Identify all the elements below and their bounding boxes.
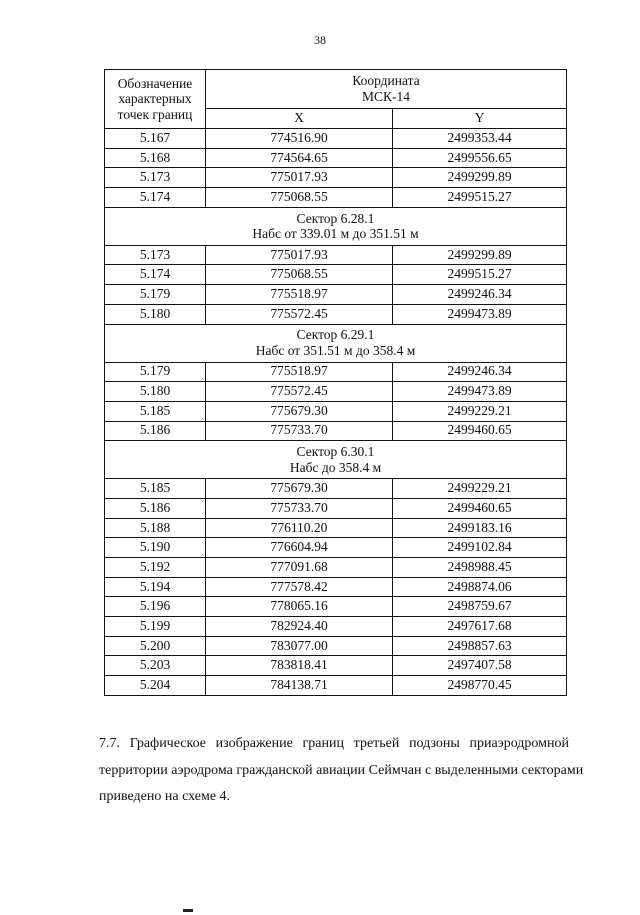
x-cell: 783818.41 [206,656,393,676]
table-row [105,285,567,305]
y-cell: 2498857.63 [393,636,567,656]
y-cell: 2497617.68 [393,617,567,637]
point-cell: 5.173 [105,245,206,265]
point-cell: 5.180 [105,304,206,324]
table-row [105,245,567,265]
y-cell: 2499229.21 [393,401,567,421]
point-cell: 5.192 [105,558,206,578]
header-coordinate-label: Координата [352,73,420,89]
y-cell: 2499102.84 [393,538,567,558]
table-row [105,188,567,208]
x-cell: 783077.00 [206,636,393,656]
paragraph-line: территории аэродрома гражданской авиации Сеймчан с выделенными секторами [99,762,584,778]
x-cell: 784138.71 [206,676,393,696]
table-row [105,498,567,518]
x-cell: 777091.68 [206,558,393,578]
body-paragraph [99,731,584,811]
point-cell: 5.194 [105,577,206,597]
point-cell: 5.185 [105,479,206,499]
sector-cell [105,324,567,362]
y-cell: 2499353.44 [393,129,567,149]
y-cell: 2499299.89 [393,168,567,188]
y-cell: 2499515.27 [393,265,567,285]
sector-subtitle: Набс до 358.4 м [289,459,382,475]
table-row [105,362,567,382]
scan-mark [183,909,193,912]
x-cell: 775572.45 [206,304,393,324]
x-cell: 776604.94 [206,538,393,558]
table-body [105,129,567,696]
page-number: 38 [314,33,326,47]
x-cell: 774564.65 [206,148,393,168]
table-row [105,538,567,558]
x-cell: 778065.16 [206,597,393,617]
point-cell: 5.204 [105,676,206,696]
x-cell: 775017.93 [206,168,393,188]
point-cell: 5.200 [105,636,206,656]
table-row [105,168,567,188]
table-row [105,597,567,617]
point-cell: 5.188 [105,518,206,538]
table-row [105,129,567,149]
point-cell: 5.179 [105,362,206,382]
point-cell: 5.203 [105,656,206,676]
sector-subtitle: Набс от 351.51 м до 358.4 м [255,343,416,358]
sector-title: Сектор 6.30.1 [296,444,375,460]
x-cell: 775017.93 [206,245,393,265]
x-cell: 775518.97 [206,362,393,382]
y-cell: 2499229.21 [393,479,567,499]
y-cell: 2499556.65 [393,148,567,168]
header-coordinate [206,70,567,109]
point-cell: 5.199 [105,617,206,637]
table-row [105,676,567,696]
point-cell: 5.174 [105,188,206,208]
table-row [105,304,567,324]
y-cell: 2497407.58 [393,656,567,676]
y-cell: 2499515.27 [393,188,567,208]
x-cell: 775679.30 [206,479,393,499]
table-row [105,148,567,168]
header-point-label: Обозначение характерных точек границ [105,70,206,129]
table-row [105,636,567,656]
table-row [105,421,567,441]
point-cell: 5.186 [105,498,206,518]
table-row [105,577,567,597]
y-cell: 2499246.34 [393,285,567,305]
sector-row [105,207,567,245]
x-cell: 777578.42 [206,577,393,597]
coordinates-table [104,69,567,696]
x-cell: 775068.55 [206,265,393,285]
x-cell: 775679.30 [206,401,393,421]
table-row [105,558,567,578]
table-row [105,265,567,285]
x-cell: 775518.97 [206,285,393,305]
header-y: Y [393,109,567,129]
y-cell: 2499460.65 [393,498,567,518]
sector-row [105,441,567,479]
x-cell: 774516.90 [206,129,393,149]
paragraph-line: приведено на схеме 4. [99,789,231,804]
y-cell: 2498770.45 [393,676,567,696]
table-header [105,70,567,129]
sector-title: Сектор 6.29.1 [296,327,375,343]
point-cell: 5.179 [105,285,206,305]
x-cell: 775572.45 [206,382,393,402]
sector-cell [105,441,567,479]
point-cell: 5.173 [105,168,206,188]
paragraph-line: 7.7. Графическое изображение границ третьей подзоны приаэродромной [99,736,569,751]
sector-title: Сектор 6.28.1 [296,210,375,226]
table-row [105,382,567,402]
x-cell: 775733.70 [206,421,393,441]
y-cell: 2498988.45 [393,558,567,578]
table-row [105,518,567,538]
y-cell: 2499183.16 [393,518,567,538]
y-cell: 2499460.65 [393,421,567,441]
point-cell: 5.185 [105,401,206,421]
sector-cell [105,207,567,245]
table-row [105,656,567,676]
header-x: X [206,109,393,129]
table-row [105,617,567,637]
x-cell: 776110.20 [206,518,393,538]
point-cell: 5.186 [105,421,206,441]
y-cell: 2498759.67 [393,597,567,617]
x-cell: 775733.70 [206,498,393,518]
sector-subtitle: Набс от 339.01 м до 351.51 м [252,226,419,242]
point-cell: 5.168 [105,148,206,168]
point-cell: 5.196 [105,597,206,617]
point-cell: 5.190 [105,538,206,558]
table-row [105,401,567,421]
point-cell: 5.174 [105,265,206,285]
y-cell: 2499473.89 [393,382,567,402]
sector-row [105,324,567,362]
y-cell: 2498874.06 [393,577,567,597]
table-row [105,479,567,499]
point-cell: 5.180 [105,382,206,402]
y-cell: 2499473.89 [393,304,567,324]
y-cell: 2499299.89 [393,245,567,265]
x-cell: 782924.40 [206,617,393,637]
header-coordinate-system: МСК-14 [361,89,410,104]
point-cell: 5.167 [105,129,206,149]
y-cell: 2499246.34 [393,362,567,382]
x-cell: 775068.55 [206,188,393,208]
